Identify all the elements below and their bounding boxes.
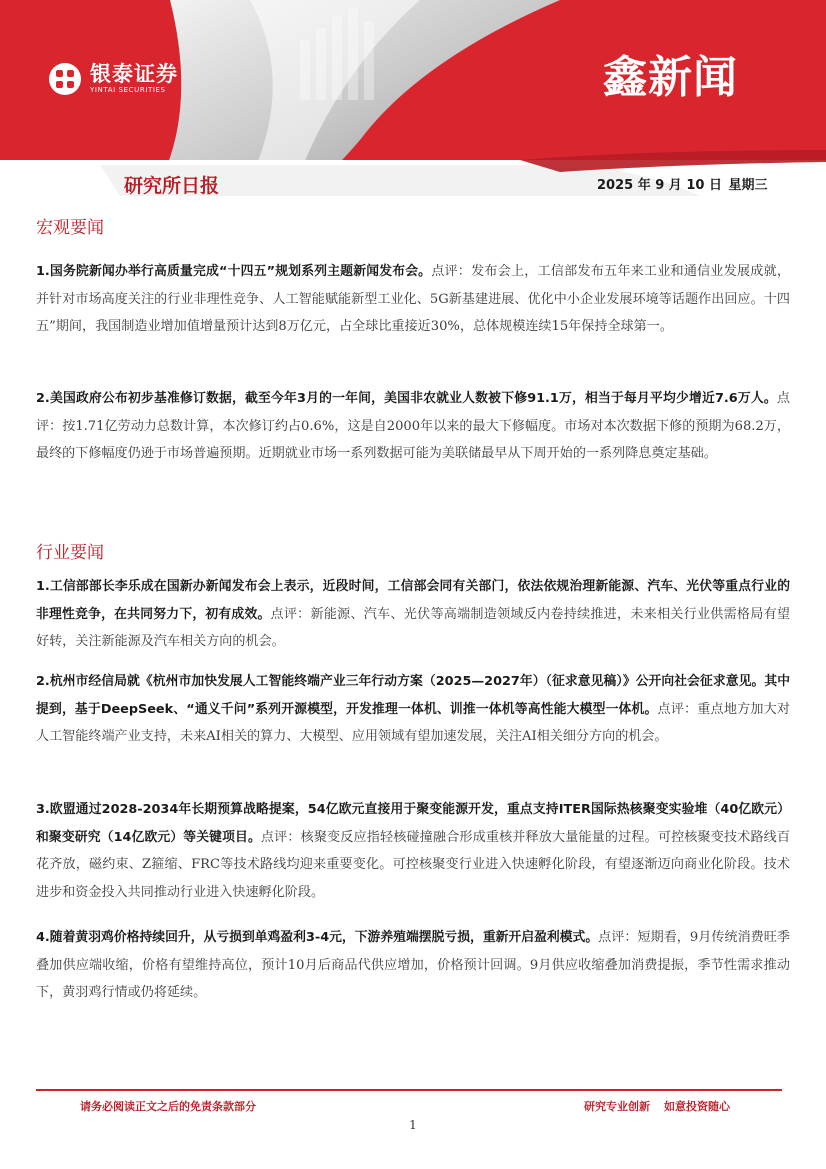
report-date xyxy=(597,177,770,195)
news-item xyxy=(36,258,790,341)
date-text: 2025 年 9 月 10 日 xyxy=(597,178,722,193)
news-comment: 点评：按1.71亿劳动力总数计算，本次修订约占0.6%，这是自2000年以来的最大下修幅度。市场对本次数据下修的预期为68.2万，最终的下修幅度仍逊于市场普遍预期。近期就业市场一系列数据可能为美联储最早从下周开始的一系列降息奠定基础。 xyxy=(36,391,790,461)
news-headline: 3.欧盟通过2028-2034年长期预算战略提案，54亿欧元直接用于聚变能源开发，重点支持ITER国际热核聚变实验堆（40亿欧元）和聚变研究（14亿欧元）等关键项目。 xyxy=(36,802,790,845)
footer-slogan xyxy=(584,1099,730,1115)
slogan-part-2: 如意投资随心 xyxy=(664,1100,730,1113)
footer-divider xyxy=(36,1089,782,1091)
news-item xyxy=(36,924,790,1007)
weekday-text: 星期三 xyxy=(728,178,768,193)
news-headline: 1.国务院新闻办举行高质量完成“十四五”规划系列主题新闻发布会。 xyxy=(36,264,432,279)
news-comment: 点评：短期看，9月传统消费旺季叠加供应端收缩，价格有望维持高位，预计10月后商品代供应增加，价格预计回调。9月供应收缩叠加消费提振，季节性需求推动下，黄羽鸡行情或仍将延续。 xyxy=(36,930,790,1000)
news-comment: 点评：发布会上，工信部发布五年来工业和通信业发展成就，并针对市场高度关注的行业非理性竞争、人工智能赋能新型工业化、5G新基建进展、优化中小企业发展环境等话题作出回应。十四五”期间，我国制造业增加值增量预计达到8万亿元，占全球比重接近30%，总体规模连续15年保持全球第一。 xyxy=(36,264,790,334)
slogan-part-1: 研究专业创新 xyxy=(584,1100,650,1113)
logo-icon xyxy=(48,62,82,96)
news-item xyxy=(36,668,790,751)
header-banner xyxy=(0,0,826,200)
news-comment: 点评：重点地方加大对人工智能终端产业支持，未来AI相关的算力、大模型、应用领域有望加速发展，关注AI相关细分方向的机会。 xyxy=(36,701,790,744)
news-headline: 2.杭州市经信局就《杭州市加快发展人工智能终端产业三年行动方案（2025—2027年）（征求意见稿）》公开向社会征求意见。其中提到，基于DeepSeek、“通义千问”系列开源模型，开发推理一体机、训推一体机等高性能大模型一体机。 xyxy=(36,674,790,717)
publication-title: 鑫新闻 xyxy=(603,52,738,103)
footer-disclaimer: 请务必阅读正文之后的免责条款部分 xyxy=(80,1100,256,1113)
news-item xyxy=(36,573,790,656)
news-headline: 4.随着黄羽鸡价格持续回升，从亏损到单鸡盈利3-4元，下游养殖端摆脱亏损，重新开启盈利模式。 xyxy=(36,930,599,945)
news-comment: 点评：核聚变反应指轻核碰撞融合形成重核并释放大量能量的过程。可控核聚变技术路线百花齐放，磁约束、Z箍缩、FRC等技术路线均迎来重要变化。可控核聚变行业进入快速孵化阶段，有望逐渐迈向商业化阶段。技术进步和资金投入共同推动行业进入快速孵化阶段。 xyxy=(36,829,791,900)
banner-red-swoosh xyxy=(520,150,826,172)
news-item xyxy=(36,385,790,468)
company-logo xyxy=(48,62,178,96)
news-headline: 1.工信部部长李乐成在国新办新闻发布会上表示，近段时间，工信部会同有关部门，依法依规治理新能源、汽车、光伏等重点行业的非理性竞争，在共同努力下，初有成效。 xyxy=(36,579,790,622)
report-title: 研究所日报 xyxy=(124,175,220,197)
news-comment: 点评：新能源、汽车、光伏等高端制造领域反内卷持续推进，未来相关行业供需格局有望好转，关注新能源及汽车相关方向的机会。 xyxy=(36,606,791,649)
page-number: 1 xyxy=(409,1118,417,1132)
logo-chinese-name: 银泰证券 xyxy=(90,62,178,86)
logo-english-name: YINTAI SECURITIES xyxy=(90,86,166,94)
news-item xyxy=(36,796,790,906)
section-title-industry: 行业要闻 xyxy=(36,543,104,563)
section-title-macro: 宏观要闻 xyxy=(36,218,104,238)
news-headline: 2.美国政府公布初步基准修订数据，截至今年3月的一年间，美国非农就业人数被下修91.1万，相当于每月平均少增近7.6万人。 xyxy=(36,391,777,406)
